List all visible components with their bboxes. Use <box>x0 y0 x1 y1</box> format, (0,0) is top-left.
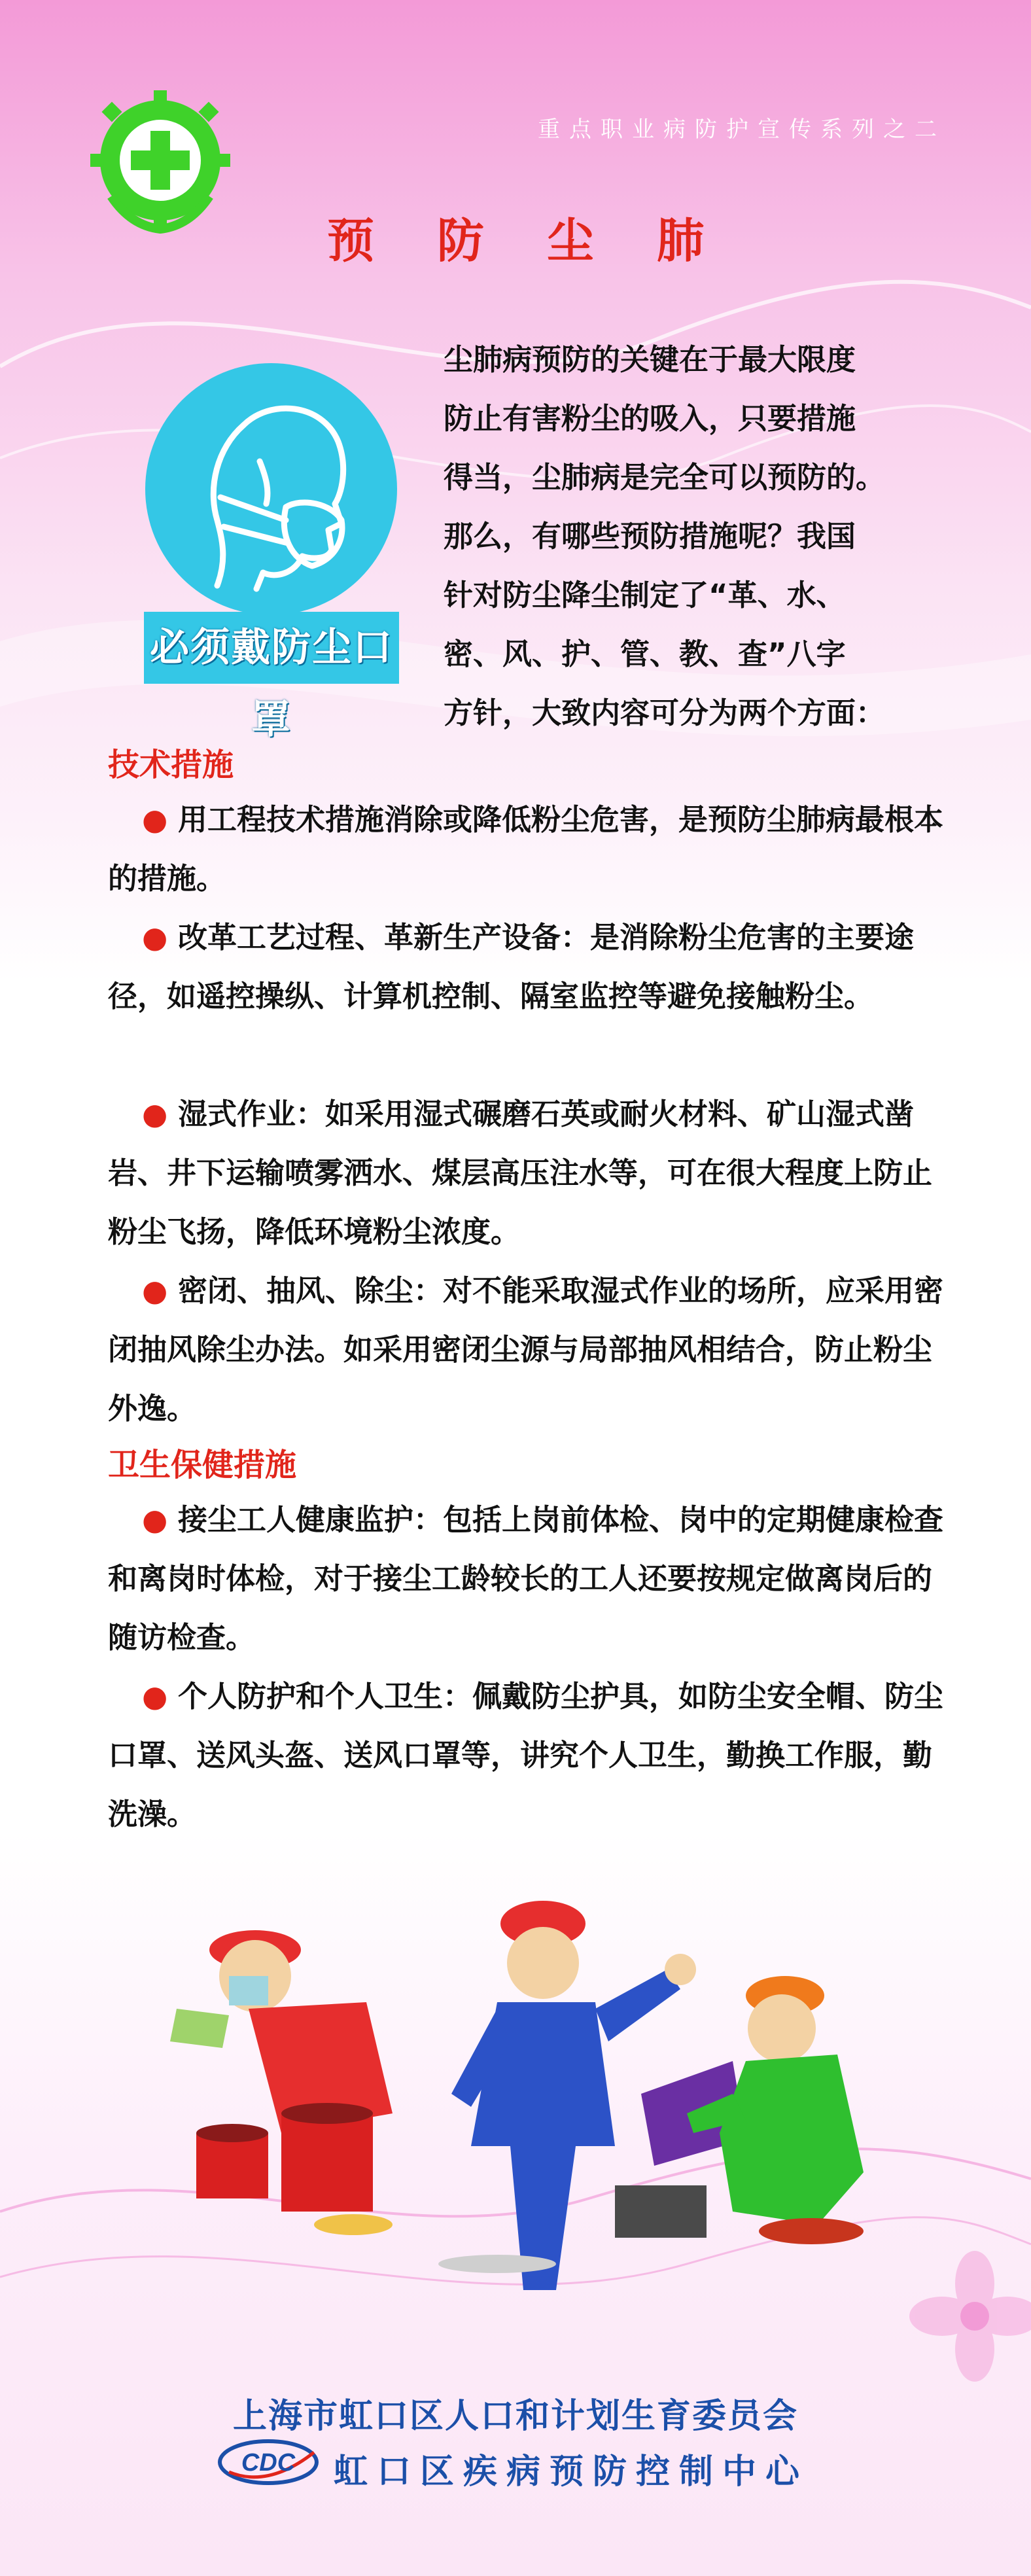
sign-caption: 必须戴防尘口罩 <box>144 612 399 684</box>
bullet-icon: ● <box>142 920 168 955</box>
intro-line: 尘肺病预防的关键在于最大限度 <box>444 342 856 377</box>
intro-line: 针对防尘降尘制定了“革、水、 <box>444 578 846 612</box>
left-worker <box>170 1930 393 2212</box>
intro-line: 防止有害粉尘的吸入，只要措施 <box>444 401 856 436</box>
section-title-technical: 技术措施 <box>108 747 234 783</box>
decorative-flower <box>909 2251 1031 2382</box>
bullet-icon: ● <box>142 1679 168 1714</box>
cdc-logo <box>216 2433 321 2492</box>
list-item <box>108 1262 945 1438</box>
dust-mask-sign <box>145 363 397 615</box>
dust-mask-icon <box>145 363 397 615</box>
intro-line: 那么，有哪些预防措施呢？我国 <box>444 519 856 554</box>
list-item <box>108 908 945 1026</box>
page-title: 预防尘肺 <box>326 213 767 268</box>
series-label: 重点职业病防护宣传系列之二 <box>538 116 946 143</box>
intro-line: 得当，尘肺病是完全可以预防的。 <box>444 460 886 495</box>
footer-org-committee: 上海市虹口区人口和计划生育委员会 <box>232 2397 798 2436</box>
bullet-icon: ● <box>142 1273 168 1308</box>
intro-line: 密、风、护、管、教、查”八字 <box>444 637 846 671</box>
item-text: 个人防护和个人卫生：佩戴防尘护具，如防尘安全帽、防尘口罩、送风头盔、送风口罩等，讲究个人卫生，勤换工作服，勤洗澡。 <box>108 1679 943 1831</box>
section-title-health: 卫生保健措施 <box>108 1447 297 1483</box>
list-item <box>108 1085 945 1262</box>
list-item <box>108 790 945 908</box>
cdc-logo-text: CDC <box>241 2449 296 2477</box>
list-item <box>108 1491 945 1667</box>
item-text: 湿式作业：如采用湿式碾磨石英或耐火材料、矿山湿式凿岩、井下运输喷雾洒水、煤层高压注水等，可在很大程度上防止粉尘飞扬，降低环境粉尘浓度。 <box>108 1097 933 1249</box>
list-item <box>108 1667 945 1844</box>
bullet-icon: ● <box>142 1502 168 1537</box>
intro-line: 方针，大致内容可分为两个方面： <box>444 696 886 730</box>
item-text: 接尘工人健康监护：包括上岗前体检、岗中的定期健康检查和离岗时体检，对于接尘工龄较长的工人还要按规定做离岗后的随访检查。 <box>108 1502 943 1655</box>
workers-illustration <box>157 1897 909 2303</box>
footer-org-cdc: 虹口区疾病预防控制中心 <box>334 2452 809 2492</box>
item-text: 改革工艺过程、革新生产设备：是消除粉尘危害的主要途径，如遥控操纵、计算机控制、隔室监控等避免接触粉尘。 <box>108 920 914 1014</box>
intro-text <box>444 330 941 743</box>
right-worker <box>687 1976 864 2244</box>
item-text: 用工程技术措施消除或降低粉尘危害，是预防尘肺病最根本的措施。 <box>108 802 943 896</box>
item-text: 密闭、抽风、除尘：对不能采取湿式作业的场所，应采用密闭抽风除尘办法。如采用密闭尘源与局部抽风相结合，防止粉尘外逸。 <box>108 1273 943 1426</box>
bullet-icon: ● <box>142 1097 168 1131</box>
bullet-icon: ● <box>142 802 168 837</box>
